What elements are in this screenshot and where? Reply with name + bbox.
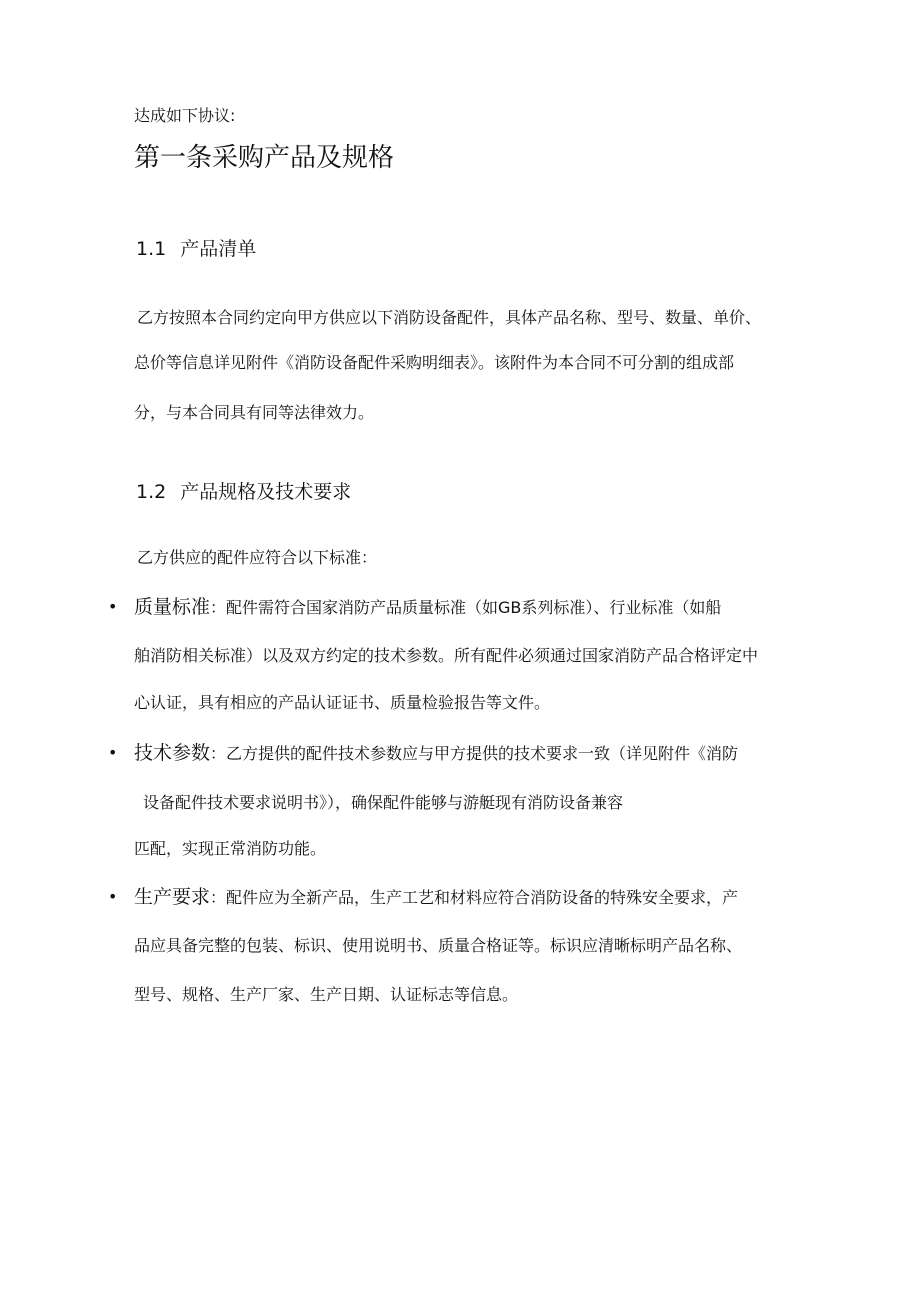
bullet-text: ：配件需符合国家消防产品质量标准（如GB系列标准）、行业标准（如船: [210, 598, 722, 617]
section-title: 产品规格及技术要求: [180, 481, 352, 503]
bullet-line: 舶消防相关标准）以及双方约定的技术参数。所有配件必须通过国家消防产品合格评定中: [134, 646, 759, 665]
article-title: 第一条采购产品及规格: [134, 143, 395, 173]
bullet-label: 质量标准: [134, 596, 211, 618]
intro-text: 达成如下协议:: [134, 106, 236, 125]
section-number: 1.1: [136, 238, 167, 260]
section-heading-1-1: [136, 236, 256, 262]
bullet-marker: •: [108, 597, 118, 616]
bullet-marker: •: [108, 743, 118, 762]
bullet-marker: •: [108, 887, 118, 906]
bullet-text: ：乙方提供的配件技术参数应与甲方提供的技术要求一致（详见附件《消防: [210, 744, 739, 763]
bullet-text: ：配件应为全新产品，生产工艺和材料应符合消防设备的特殊安全要求，产: [210, 888, 739, 907]
paragraph-line: 分，与本合同具有同等法律效力。: [134, 403, 375, 422]
bullet-line: 匹配，实现正常消防功能。: [134, 839, 327, 858]
paragraph-line: 总价等信息详见附件《消防设备配件采购明细表》。该附件为本合同不可分割的组成部: [134, 353, 735, 372]
section-title: 产品清单: [180, 238, 257, 260]
paragraph-line: 乙方按照本合同约定向甲方供应以下消防设备配件，具体产品名称、型号、数量、单价、: [137, 308, 762, 327]
bullet-line: 设备配件技术要求说明书》），确保配件能够与游艇现有消防设备兼容: [143, 793, 624, 812]
bullet-line: 型号、规格、生产厂家、生产日期、认证标志等信息。: [134, 985, 519, 1004]
bullet-line: 品应具备完整的包装、标识、使用说明书、质量合格证等。标识应清晰标明产品名称、: [134, 936, 743, 955]
bullet-line-first: [134, 594, 721, 621]
bullet-label: 生产要求: [134, 886, 211, 908]
bullet-line-first: [134, 884, 738, 911]
bullet-line: 心认证，具有相应的产品认证证书、质量检验报告等文件。: [134, 693, 551, 712]
section-intro: 乙方供应的配件应符合以下标准：: [137, 548, 378, 567]
bullet-label: 技术参数: [134, 742, 211, 764]
section-heading-1-2: [136, 479, 351, 505]
bullet-line-first: [134, 740, 738, 767]
section-number: 1.2: [136, 481, 167, 503]
